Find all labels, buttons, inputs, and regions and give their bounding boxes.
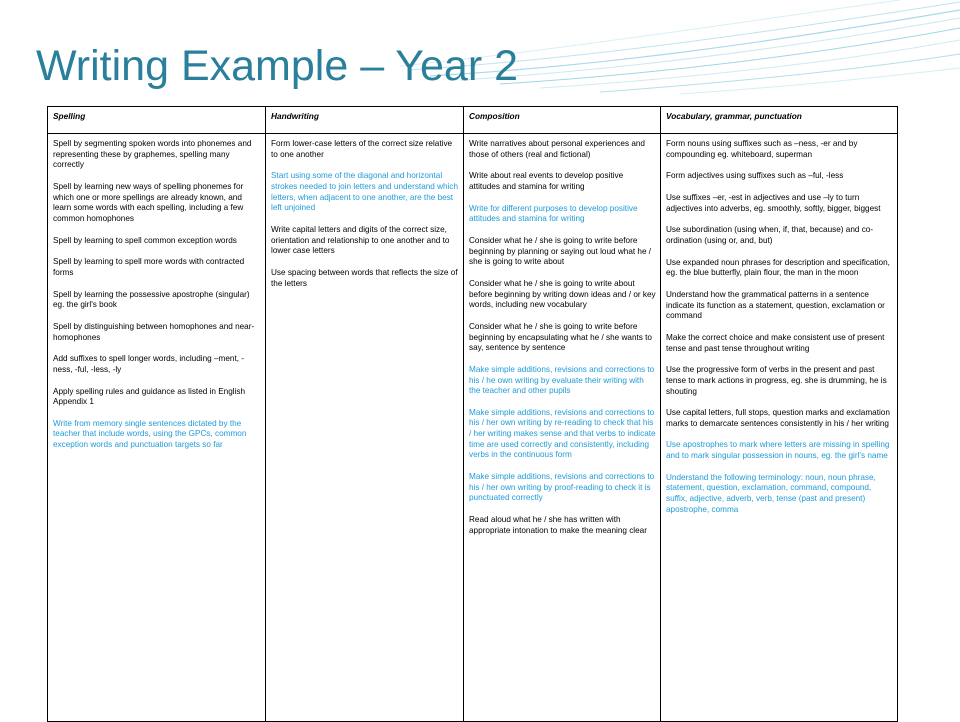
list-item: Write narratives about personal experiences and those of others (real and fictional): [469, 139, 645, 159]
list-item: Consider what he / she is going to write before beginning by encapsulating what he / she wants to say, sentence by sentence: [469, 321, 652, 353]
list-item: Spell by segmenting spoken words into phonemes and representing these by graphemes, spelling many correctly: [53, 139, 252, 170]
list-item: Use capital letters, full stops, question marks and exclamation marks to demarcate sentences consistently in his / her writing: [666, 408, 890, 428]
list-item: Write for different purposes to develop positive attitudes and stamina for writing: [469, 203, 638, 224]
list-item: Spell by learning to spell common exception words: [53, 235, 237, 245]
list-item: Understand how the grammatical patterns in a sentence indicate its function as a statement, question, exclamation or command: [666, 289, 885, 321]
list-item: Write about real events to develop positive attitudes and stamina for writing: [469, 171, 624, 191]
list-item: Use expanded noun phrases for description and specification, eg. the blue butterfly, plain flour, the man in the moon: [666, 257, 890, 278]
header-vocabulary-grammar-punctuation: Vocabulary, grammar, punctuation: [661, 107, 898, 134]
spelling-cell: [48, 134, 266, 722]
list-item: Write capital letters and digits of the correct size, orientation and relationship to one another and to lower case letters: [271, 224, 450, 256]
composition-cell: [464, 134, 661, 722]
list-item: Spell by learning to spell more words with contracted forms: [53, 257, 245, 277]
header-handwriting: Handwriting: [266, 107, 464, 134]
vocabulary-cell: [661, 134, 898, 722]
list-item: Use apostrophes to mark where letters are missing in spelling and to mark singular possession in nouns, eg. the girl's name: [666, 440, 890, 461]
list-item: Form lower-case letters of the correct size relative to one another: [271, 139, 453, 159]
list-item: Use the progressive form of verbs in the present and past tense to mark actions in progress, eg. she is drumming, he is shouting: [666, 365, 887, 396]
list-item: Understand the following terminology: noun, noun phrase, statement, question, exclamation, command, compound, suffix, adjective, adverb, verb, tense (past and present) apostrophe, comma: [666, 472, 876, 514]
table-header-row: [48, 107, 898, 134]
handwriting-cell: [266, 134, 464, 722]
page-title: Writing Example – Year 2: [36, 42, 519, 90]
list-item: Make simple additions, revisions and corrections to his / her own writing by proof-reading to check it is punctuated correctly: [469, 472, 655, 503]
list-item: Consider what he / she is going to write before beginning by planning or saying out loud what he / she is going to write about: [469, 235, 652, 267]
list-item: Start using some of the diagonal and horizontal strokes needed to join letters and understand which letters, when adjacent to one another, are the best left unjoined: [271, 171, 459, 213]
table-row: [48, 134, 898, 722]
list-item: Make simple additions, revisions and corrections to his / he own writing by evaluate their writing with the teacher and other pupils: [469, 364, 655, 396]
list-item: Form adjectives using suffixes such as –ful, -less: [666, 171, 844, 181]
list-item: Spell by distinguishing between homophones and near-homophones: [53, 321, 255, 342]
list-item: Add suffixes to spell longer words, including –ment, -ness, -ful, -less, -ly: [53, 354, 244, 374]
curriculum-table: [47, 106, 898, 722]
list-item: Spell by learning new ways of spelling phonemes for which one or more spellings are already known, and learn some words with each spelling, including a few common homophones: [53, 181, 244, 223]
header-composition: Composition: [464, 107, 661, 134]
list-item: Use subordination (using when, if, that, because) and co-ordination (using or, and, but): [666, 225, 874, 245]
list-item: Use spacing between words that reflects the size of the letters: [271, 267, 458, 288]
list-item: Write from memory single sentences dictated by the teacher that include words, using the GPCs, common exception words and punctuation targets so far: [53, 418, 247, 450]
list-item: Consider what he / she is going to write about before beginning by writing down ideas and / or key words, including new vocabulary: [469, 278, 656, 310]
list-item: Spell by learning the possessive apostrophe (singular) eg. the girl's book: [53, 289, 250, 310]
list-item: Make the correct choice and make consistent use of present tense and past tense throughout writing: [666, 332, 885, 353]
list-item: Use suffixes –er, -est in adjectives and use –ly to turn adjectives into adverbs, eg. smoothly, softly, bigger, biggest: [666, 192, 881, 213]
header-spelling: Spelling: [48, 107, 266, 134]
list-item: Read aloud what he / she has written with appropriate intonation to make the meaning clear: [469, 515, 647, 535]
list-item: Apply spelling rules and guidance as listed in English Appendix 1: [53, 386, 246, 407]
list-item: Make simple additions, revisions and corrections to his / her own writing by re-reading to check that his / her writing makes sense and that verbs to indicate time are used correctly and consistently, including verbs in the continuous form: [469, 407, 656, 460]
list-item: Form nouns using suffixes such as –ness, -er and by compounding eg. whiteboard, superman: [666, 139, 858, 159]
